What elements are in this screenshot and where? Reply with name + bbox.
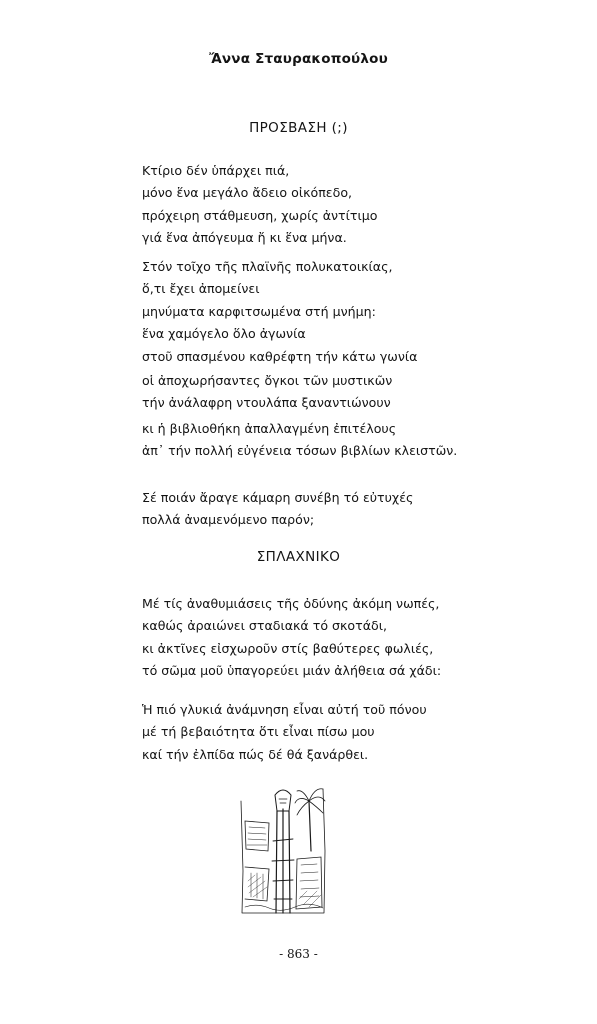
poem-line: ὅ,τι ἔχει ἀπομείνει bbox=[142, 281, 260, 297]
poem-line: οἱ ἀποχωρήσαντες ὄγκοι τῶν μυστικῶν bbox=[142, 373, 393, 388]
poem-line: τό σῶμα μοῦ ὑπαγορεύει μιάν ἀλήθεια σά χάδι: bbox=[142, 663, 442, 679]
poem-line: πολλά ἀναμενόμενο παρόν; bbox=[142, 512, 315, 528]
poem1-stanza-5 bbox=[142, 487, 562, 532]
poem-line: μηνύματα καρφιτσωμένα στή μνήμη: bbox=[142, 303, 376, 319]
poem1-stanza-3 bbox=[142, 370, 562, 415]
poem-line: ἀπ᾿ τήν πολλή εὐγένεια τόσων βιβλίων κλειστῶν. bbox=[142, 443, 458, 459]
page-number: - 863 - bbox=[279, 947, 318, 961]
poem1-stanza-4 bbox=[142, 418, 562, 463]
poem2-stanza-2 bbox=[142, 699, 562, 766]
poem-line: μέ τή βεβαιότητα ὅτι εἶναι πίσω μου bbox=[142, 724, 375, 740]
poem2-stanza-1 bbox=[142, 593, 562, 683]
poem-line: καί τήν ἐλπίδα πώς δέ θά ξανάρθει. bbox=[142, 746, 369, 762]
poem1-stanza-2 bbox=[142, 256, 562, 368]
author-name: Ἄννα Σταυρακοπούλου bbox=[209, 51, 388, 67]
poem-line: καθώς ἀραιώνει σταδιακά τό σκοτάδι, bbox=[142, 618, 387, 634]
poem-line: κι ἀκτῖνες εἰσχωροῦν στίς βαθύτερες φωλιές, bbox=[142, 640, 434, 656]
sketch-illustration bbox=[233, 781, 333, 921]
poem-line: στοῦ σπασμένου καθρέφτη τήν κάτω γωνία bbox=[142, 348, 418, 364]
poem-line: Μέ τίς ἀναθυμιάσεις τῆς ὀδύνης ἀκόμη νωπές, bbox=[142, 596, 440, 611]
poem-line: Ἡ πιό γλυκιά ἀνάμνηση εἶναι αὐτή τοῦ πόνου bbox=[142, 702, 427, 717]
poem-line: Στόν τοῖχο τῆς πλαϊνῆς πολυκατοικίας, bbox=[142, 259, 393, 274]
poem-line: κι ἡ βιβλιοθήκη ἀπαλλαγμένη ἐπιτέλους bbox=[142, 421, 397, 436]
poem-line: γιά ἕνα ἀπόγευμα ἤ κι ἕνα μήνα. bbox=[142, 230, 347, 246]
poem-title-splachniko: ΣΠΛΑΧΝΙΚΟ bbox=[256, 549, 341, 565]
poem-line: τήν ἀνάλαφρη ντουλάπα ξαναντιώνουν bbox=[142, 395, 391, 411]
poem-line: ἕνα χαμόγελο ὅλο ἀγωνία bbox=[142, 326, 306, 342]
poem-line: Κτίριο δέν ὑπάρχει πιά, bbox=[142, 163, 290, 178]
poem-line: Σέ ποιάν ἄραγε κάμαρη συνέβη τό εὐτυχές bbox=[142, 490, 414, 505]
poem-title-prosvasi: ΠΡΟΣΒΑΣΗ (;) bbox=[249, 120, 348, 136]
poem-line: μόνο ἕνα μεγάλο ἄδειο οἰκόπεδο, bbox=[142, 185, 353, 201]
poem-line: πρόχειρη στάθμευση, χωρίς ἀντίτιμο bbox=[142, 207, 378, 223]
poem1-stanza-1 bbox=[142, 160, 562, 250]
